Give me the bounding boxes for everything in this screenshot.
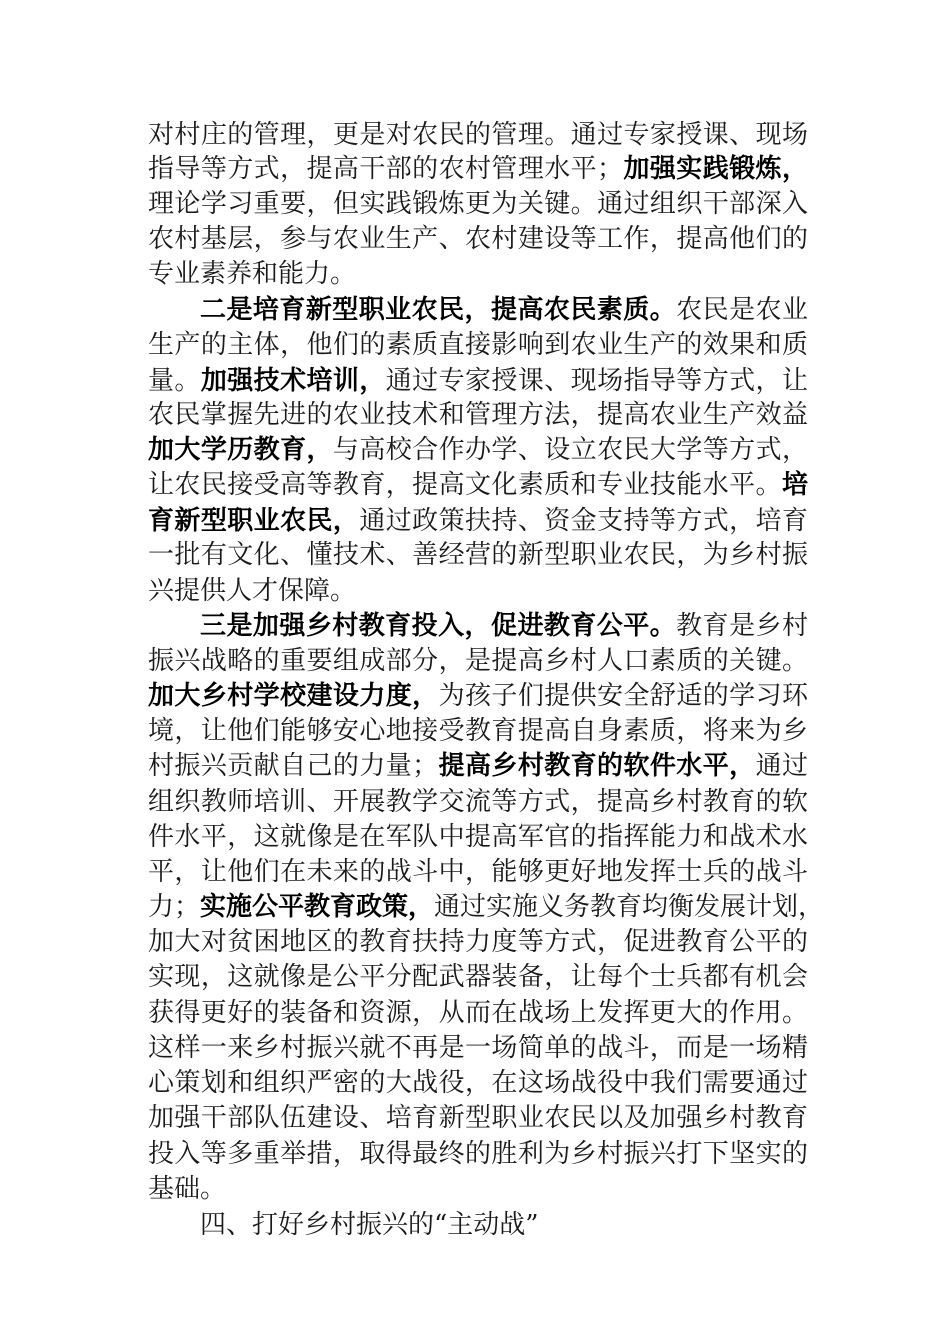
text-line: [200, 293, 808, 327]
bold-phrase: 提高乡村教育的软件水平，: [438, 751, 756, 781]
text-segment: 境，让他们能够安心地接受教育提高自身素质，将来为乡: [148, 716, 808, 746]
text-line: [148, 714, 808, 748]
text-line: [148, 890, 825, 924]
text-segment: 平，让他们在未来的战斗中，能够更好地发挥士兵的战斗: [148, 857, 808, 887]
text-line: [148, 257, 808, 291]
text-segment: 教育是乡村: [676, 611, 808, 641]
text-line: [148, 960, 808, 994]
text-segment: 心策划和组织严密的大战役，在这场战役中我们需要通过: [148, 1068, 808, 1098]
text-line: [148, 925, 808, 959]
bold-phrase: 实施公平教育政策，: [200, 892, 435, 922]
text-segment: 专业素养和能力。: [148, 259, 357, 289]
text-segment: 四、打好乡村振兴的“主动战”: [200, 1210, 539, 1240]
text-segment: 基础。: [148, 1174, 227, 1204]
text-segment: 农民掌握先进的农业技术和管理方法，提高农业生产效益: [148, 400, 808, 430]
text-segment: 兴提供人才保障。: [148, 576, 357, 606]
text-segment: 通过专家授课、现场指导等方式，让: [385, 366, 808, 396]
text-line: [148, 222, 808, 256]
text-line: [148, 504, 808, 538]
text-line: [148, 855, 808, 889]
text-line: [148, 574, 808, 608]
section-heading: [200, 1208, 808, 1242]
text-segment: 通过: [755, 751, 808, 781]
text-segment: 实现，这就像是公平分配武器装备，让每个士兵都有机会: [148, 962, 808, 992]
text-segment: 为孩子们提供安全舒适的学习环: [438, 681, 808, 711]
text-line: [148, 398, 808, 432]
text-line: [148, 749, 808, 783]
text-line: [148, 996, 808, 1030]
text-line: [148, 1066, 808, 1100]
text-segment: 组织教师培训、开展教学交流等方式，提高乡村教育的软: [148, 787, 808, 817]
text-segment: 振兴战略的重要组成部分，是提高乡村人口素质的关键。: [148, 646, 808, 676]
text-segment: 理论学习重要，但实践锻炼更为关键。通过组织干部深入: [148, 189, 808, 219]
text-segment: 农村基层，参与农业生产、农村建设等工作，提高他们的: [148, 224, 808, 254]
text-line: [148, 1137, 808, 1171]
text-segment: 力；: [148, 892, 201, 922]
text-segment: 这样一来乡村振兴就不再是一场简单的战斗，而是一场精: [148, 1033, 808, 1063]
text-line: [148, 364, 808, 398]
text-segment: 农民是农业: [676, 295, 808, 325]
text-line: [148, 118, 808, 152]
text-line: [148, 1031, 808, 1065]
text-segment: 指导等方式，提高干部的农村管理水平；: [148, 154, 624, 184]
text-segment: 件水平，这就像是在军队中提高军官的指挥能力和战术水: [148, 822, 808, 852]
bold-phrase: 育新型职业农民，: [148, 506, 360, 536]
bold-phrase: 三是加强乡村教育投入，促进教育公平。: [200, 611, 677, 641]
text-line: [148, 187, 808, 221]
bold-phrase: 二是培育新型职业农民，提高农民素质。: [200, 295, 677, 325]
text-segment: 生产的主体，他们的素质直接影响到农业生产的效果和质: [148, 330, 808, 360]
text-line: [200, 609, 808, 643]
text-line: [148, 433, 808, 467]
text-segment: 让农民接受高等教育，提高文化素质和专业技能水平。: [148, 470, 782, 500]
text-segment: 一批有文化、懂技术、善经营的新型职业农民，为乡村振: [148, 540, 808, 570]
text-segment: 加大对贫困地区的教育扶持力度等方式，促进教育公平的: [148, 927, 808, 957]
bold-phrase: 加强实践锻炼，: [623, 154, 808, 184]
text-line: [148, 644, 808, 678]
text-line: [148, 538, 808, 572]
text-line: [148, 152, 808, 186]
text-line: [148, 1172, 808, 1206]
text-line: [148, 820, 808, 854]
bold-phrase: 加大乡村学校建设力度，: [148, 681, 439, 711]
text-line: [148, 328, 808, 362]
text-segment: 通过政策扶持、资金支持等方式，培育: [359, 506, 808, 536]
text-line: [148, 1101, 808, 1135]
text-line: [148, 468, 808, 502]
text-segment: 投入等多重举措，取得最终的胜利为乡村振兴打下坚实的: [148, 1139, 808, 1169]
bold-phrase: 培: [781, 470, 808, 500]
text-segment: 量。: [148, 366, 201, 396]
text-segment: 对村庄的管理，更是对农民的管理。通过专家授课、现场: [148, 120, 808, 150]
text-segment: 村振兴贡献自己的力量；: [148, 751, 439, 781]
text-line: [148, 785, 808, 819]
bold-phrase: 加大学历教育，: [148, 435, 333, 465]
text-segment: 加强干部队伍建设、培育新型职业农民以及加强乡村教育: [148, 1103, 808, 1133]
text-segment: 与高校合作办学、设立农民大学等方式，: [332, 435, 808, 465]
text-line: [148, 679, 808, 713]
bold-phrase: 加强技术培训，: [200, 366, 386, 396]
text-segment: 通过实施义务教育均衡发展计划，: [434, 892, 825, 922]
text-segment: 获得更好的装备和资源，从而在战场上发挥更大的作用。: [148, 998, 808, 1028]
